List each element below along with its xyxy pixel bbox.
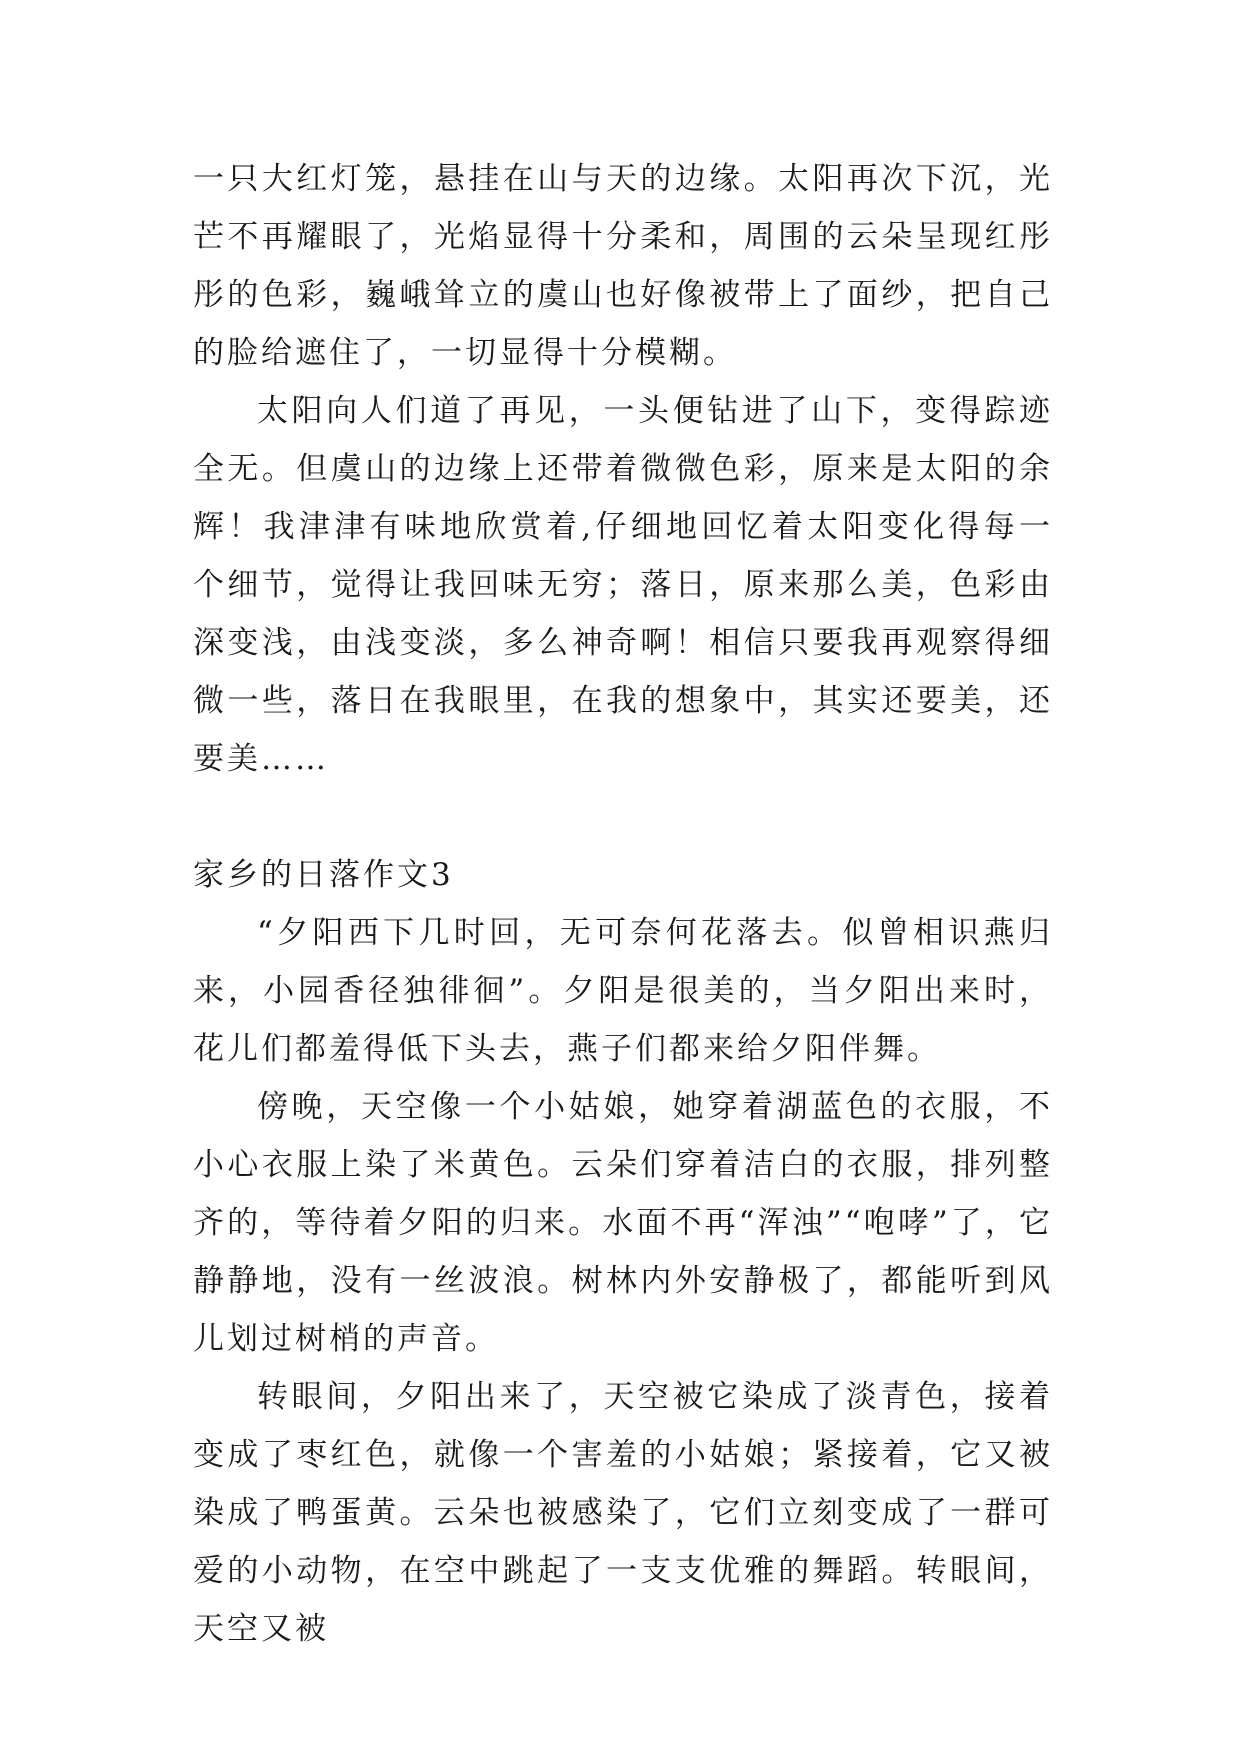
paragraph-poem: “夕阳西下几时回，无可奈何花落去。似曾相识燕归来，小园香径独徘徊”。夕阳是很美的，当夕阳出来时，花儿们都羞得低下头去，燕子们都来给夕阳伴舞。 (193, 915, 1053, 1067)
paragraph-sunset-colors: 转眼间，夕阳出来了，天空被它染成了淡青色，接着变成了枣红色，就像一个害羞的小姑娘；紧接着，它又被染成了鸭蛋黄。云朵也被感染了，它们立刻变成了一群可爱的小动物，在空中跳起了一支支优雅的舞蹈。转眼间，天空又被 (193, 1379, 1053, 1647)
document-page (193, 150, 1053, 1658)
paragraph-farewell: 太阳向人们道了再见，一头便钻进了山下，变得踪迹全无。但虞山的边缘上还带着微微色彩，原来是太阳的余辉！我津津有味地欣赏着,仔细地回忆着太阳变化得每一个细节，觉得让我回味无穷；落日，原来那么美，色彩由深变浅，由浅变淡，多么神奇啊！相信只要我再观察得细微一些，落日在我眼里，在我的想象中，其实还要美，还要美…… (193, 393, 1053, 777)
section-gap (193, 788, 1053, 846)
paragraph-evening: 傍晚，天空像一个小姑娘，她穿着湖蓝色的衣服，不小心衣服上染了米黄色。云朵们穿着洁白的衣服，排列整齐的，等待着夕阳的归来。水面不再“浑浊”“咆哮”了，它静静地，没有一丝波浪。树林内外安静极了，都能听到风儿划过树梢的声音。 (193, 1089, 1053, 1357)
section-title: 家乡的日落作文3 (193, 857, 454, 893)
paragraph-lantern: 一只大红灯笼，悬挂在山与天的边缘。太阳再次下沉，光芒不再耀眼了，光焰显得十分柔和，周围的云朵呈现红彤彤的色彩，巍峨耸立的虞山也好像被带上了面纱，把自己的脸给遮住了，一切显得十分模糊。 (193, 161, 1053, 371)
